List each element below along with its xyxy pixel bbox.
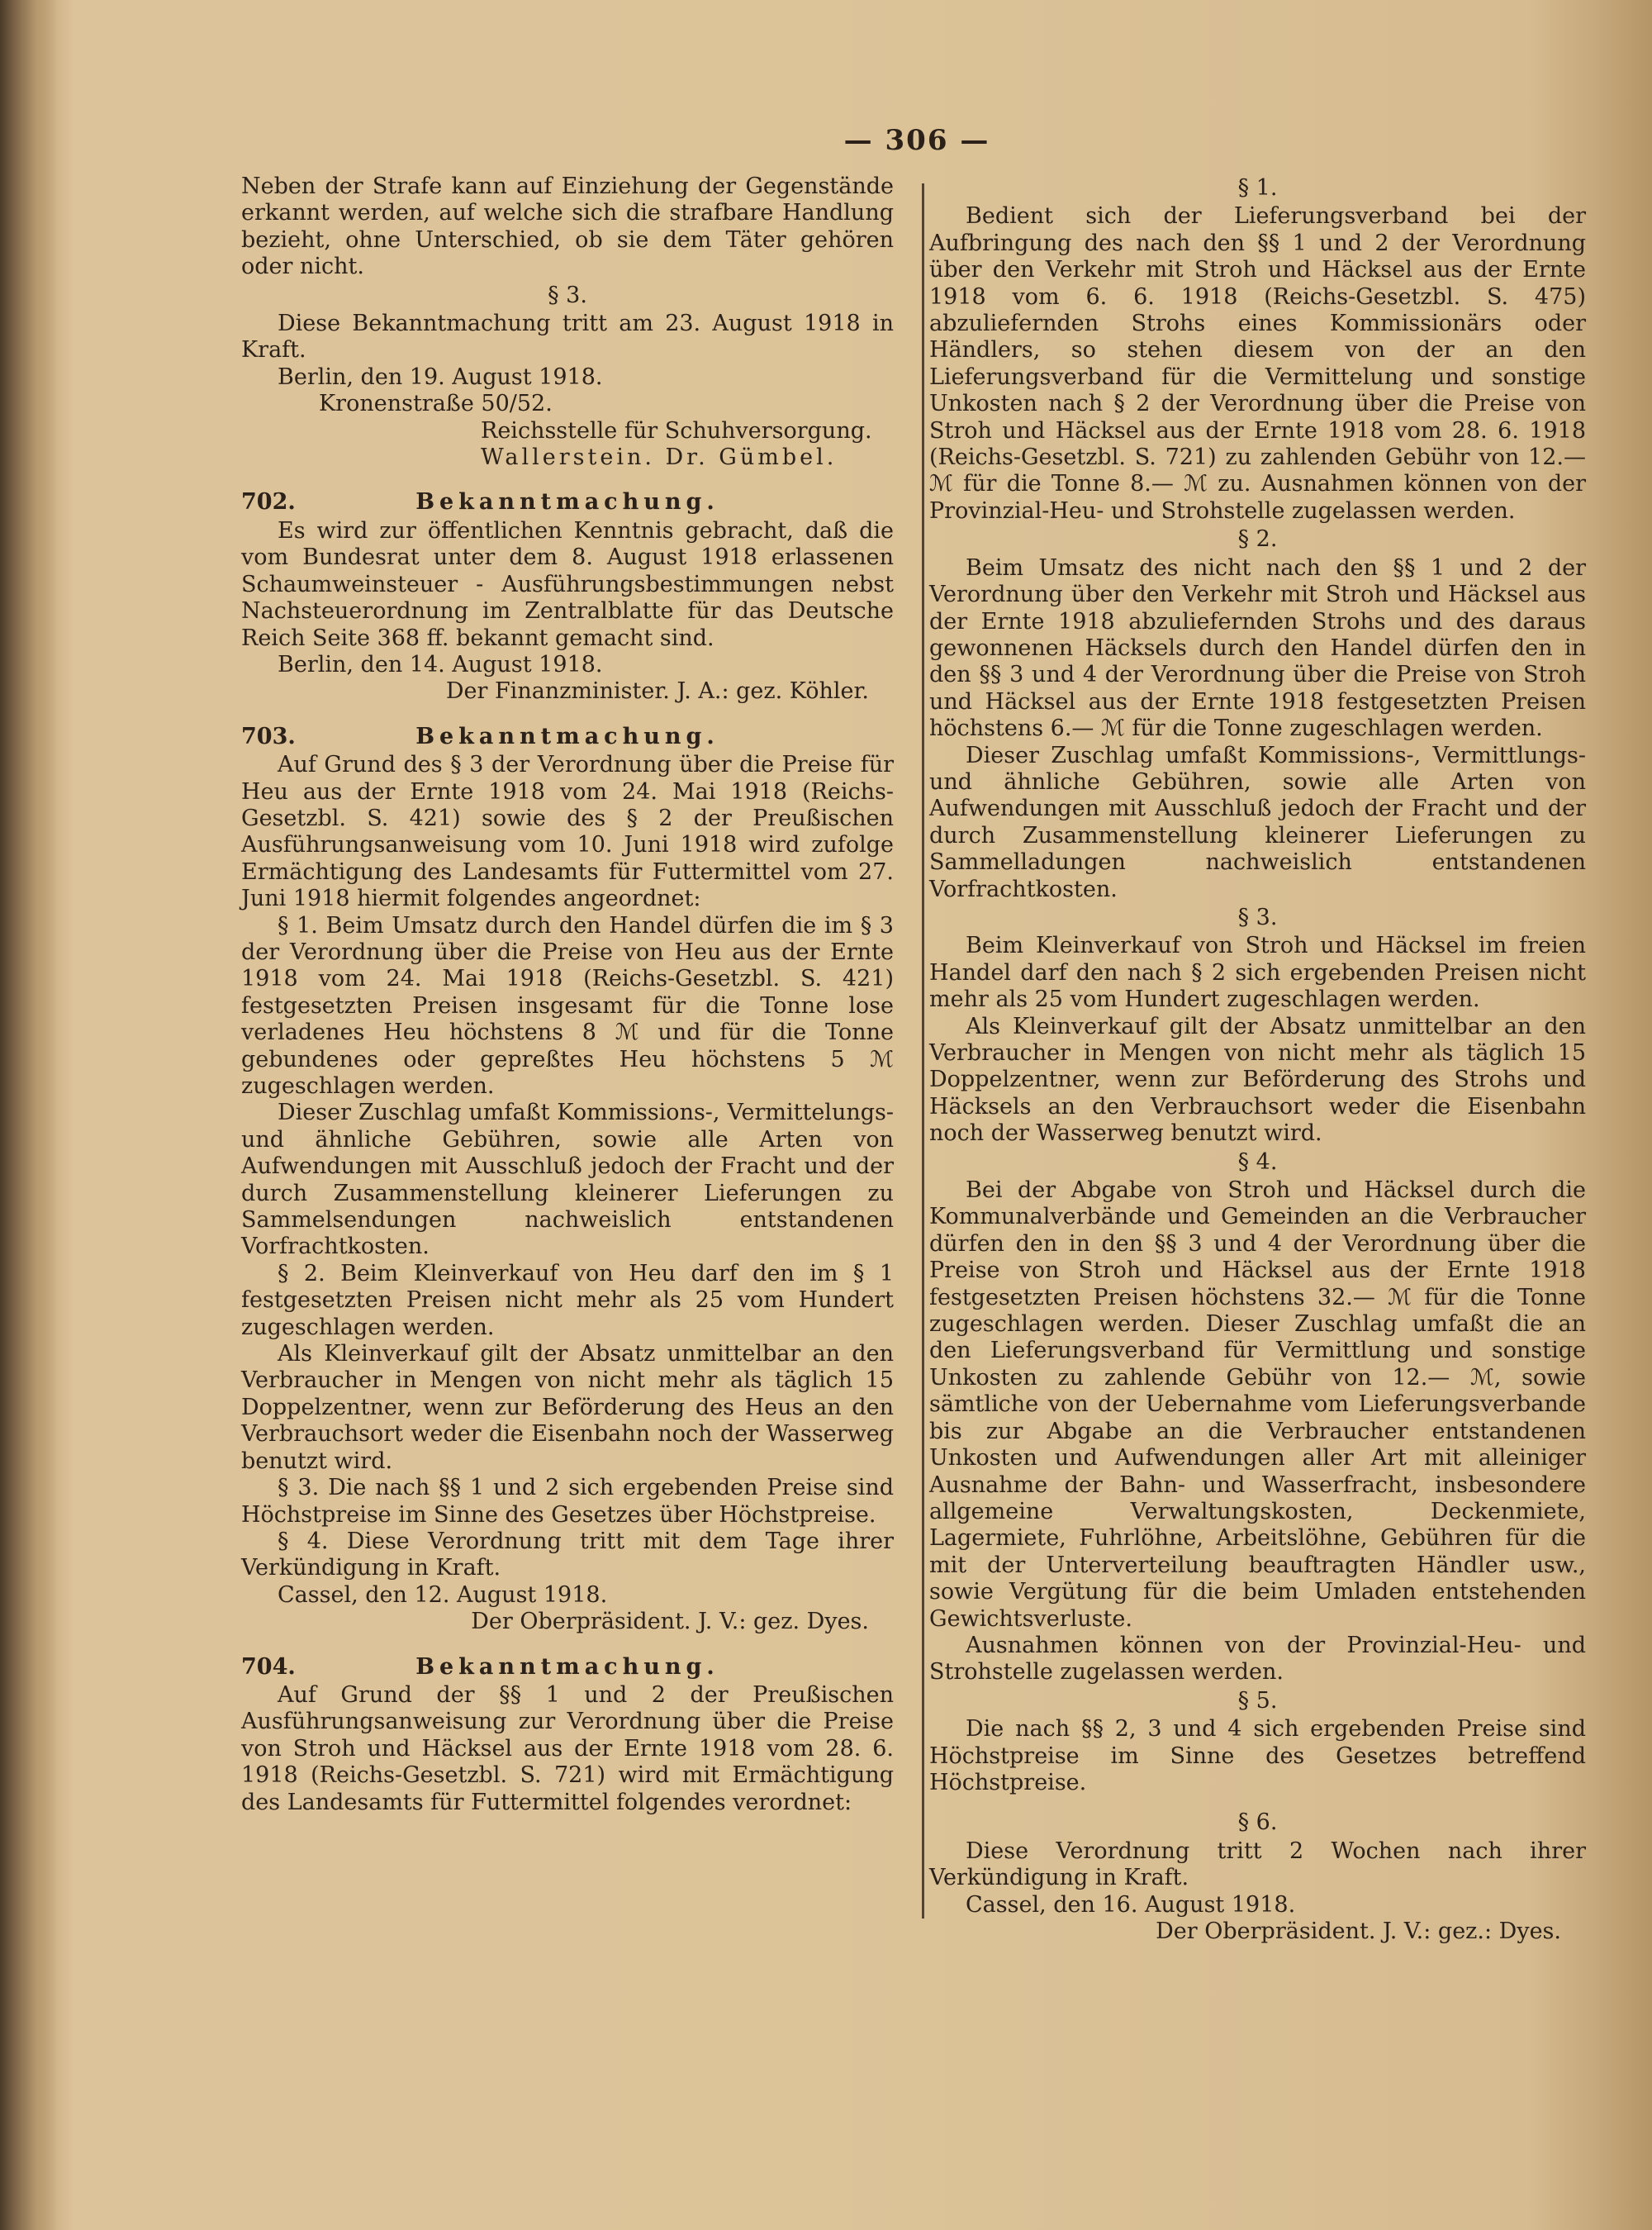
section-heading: § 1.	[1237, 175, 1278, 201]
signature: Der Oberpräsident. J. V.: gez. Dyes.	[471, 1609, 869, 1635]
paragraph: Es wird zur öffentlichen Kenntnis gebracht, daß die vom Bundesrat unter dem 8. August 1918 erlassenen Schaumweinsteuer - Ausführungsbestimmungen nebst Nachsteuerordnung im Zentralblatte für das Deutsche Reich Seite 368 ff. bekannt gemacht sind.	[241, 517, 894, 651]
place-date: Berlin, den 19. August 1918.	[278, 364, 603, 390]
paragraph: § 3. Die nach §§ 1 und 2 sich ergebenden Preise sind Höchstpreise im Sinne des Gesetzes über Höchstpreise.	[241, 1475, 894, 1528]
notice-heading	[241, 1654, 894, 1681]
place-date: Cassel, den 12. August 1918.	[278, 1581, 608, 1608]
binding-edge	[0, 0, 58, 2230]
paragraph: Neben der Strafe kann auf Einziehung der Gegenstände erkannt werden, auf welche sich die strafbare Handlung bezieht, ohne Unterschied, ob sie dem Täter gehören oder nicht.	[241, 174, 894, 280]
paragraph: Diese Verordnung tritt 2 Wochen nach ihrer Verkündigung in Kraft.	[929, 1838, 1586, 1891]
notice-heading	[241, 489, 894, 516]
address: Kronenstraße 50/52.	[319, 391, 553, 417]
notice-heading	[241, 724, 894, 750]
section-heading: § 4.	[1237, 1148, 1278, 1175]
section-heading: § 2.	[1237, 526, 1278, 553]
paragraph: § 1. Beim Umsatz durch den Handel dürfen die im § 3 der Verordnung über die Preise von Heu aus der Ernte 1918 vom 24. Mai 1918 (Reichs-Gesetzbl. S. 421) festgesetzten Preisen insgesamt für die Tonne lose verladenes Heu höchstens 8 ℳ und für die Tonne gebundenes oder gepreßtes Heu höchstens 5 ℳ zugeschlagen werden.	[241, 912, 894, 1099]
paragraph: Ausnahmen können von der Provinzial-Heu- und Strohstelle zugelassen werden.	[929, 1632, 1586, 1686]
notice-number: 704.	[241, 1653, 296, 1680]
page-number: — 306 —	[843, 124, 990, 157]
paragraph: Als Kleinverkauf gilt der Absatz unmittelbar an den Verbraucher in Mengen von nicht mehr als täglich 15 Doppelzentner, wenn zur Beförderung des Heus an den Verbrauchsort weder die Eisenbahn noch der Wasserweg benutzt wird.	[241, 1341, 894, 1474]
paragraph: Beim Umsatz des nicht nach den §§ 1 und 2 der Verordnung über den Verkehr mit Stroh und Häcksel aus der Ernte 1918 abzuliefernden Strohs und des daraus gewonnenen Häcksels durch den Handel dürfen den in den §§ 3 und 4 der Verordnung über die Preise von Stroh und Häcksel aus der Ernte 1918 festgesetzten Preisen höchstens 6.— ℳ für die Tonne zugeschlagen werden.	[929, 554, 1586, 742]
signature: Der Finanzminister. J. A.: gez. Köhler.	[445, 678, 869, 705]
notice-title: Bekanntmachung.	[415, 489, 719, 516]
paragraph: Auf Grund der §§ 1 und 2 der Preußischen Ausführungsanweisung zur Verordnung über die Preise von Stroh und Häcksel aus der Ernte 1918 vom 28. 6. 1918 (Reichs-Gesetzbl. S. 721) wird mit Ermächtigung des Landesamts für Futtermittel folgendes verordnet:	[241, 1681, 894, 1815]
paragraph: Dieser Zuschlag umfaßt Kommissions-, Vermittlungs- und ähnliche Gebühren, sowie alle Arten von Aufwendungen mit Ausschluß jedoch der Fracht und der durch Zusammenstellung kleinerer Lieferungen zu Sammelladungen nachweislich entstandenen Vorfrachtkosten.	[929, 742, 1586, 902]
paragraph: Die nach §§ 2, 3 und 4 sich ergebenden Preise sind Höchstpreise im Sinne des Gesetzes betreffend Höchstpreise.	[929, 1716, 1586, 1795]
section-heading: § 5.	[1237, 1687, 1278, 1714]
section-heading: § 3.	[548, 282, 587, 308]
paragraph: Auf Grund des § 3 der Verordnung über die Preise für Heu aus der Ernte 1918 vom 24. Mai 1918 (Reichs-Gesetzbl. S. 421) sowie des § 2 der Preußischen Ausführungsanweisung vom 10. Juni 1918 wird zufolge Ermächtigung des Landesamts für Futtermittel vom 27. Juni 1918 hiermit folgendes angeordnet:	[241, 752, 894, 912]
notice-title: Bekanntmachung.	[415, 723, 719, 749]
notice-number: 703.	[241, 723, 296, 749]
left-column	[241, 174, 894, 1816]
section-heading: § 6.	[1237, 1809, 1278, 1836]
section-heading: § 3.	[1237, 904, 1278, 930]
paragraph: Bei der Abgabe von Stroh und Häcksel durch die Kommunalverbände und Gemeinden an die Verbraucher dürfen den in den §§ 3 und 4 der Verordnung über die Preise von Stroh und Häcksel aus der Ernte 1918 festgesetzten Preisen höchstens 32.— ℳ für die Tonne zugeschlagen werden. Dieser Zuschlag umfaßt die an den Lieferungsverband für Vermittlung und sonstige Unkosten zu zahlende Gebühr von 12.— ℳ, sowie sämtliche von der Uebernahme vom Lieferungsverbande bis zur Abgabe an die Verbraucher entstandenen Unkosten und Aufwendungen aller Art mit alleiniger Ausnahme der Bahn- und Wasserfracht, insbesondere allgemeine Verwaltungskosten, Deckenmiete, Lagermiete, Fuhrlöhne, Arbeitslöhne, Gebühren für die mit der Unterverteilung beauftragten Händler usw., sowie Vergütung für die beim Umladen entstehenden Gewichtsverluste.	[929, 1177, 1586, 1632]
paragraph: § 4. Diese Verordnung tritt mit dem Tage ihrer Verkündigung in Kraft.	[241, 1528, 894, 1581]
paragraph: Dieser Zuschlag umfaßt Kommissions-, Vermittelungs- und ähnliche Gebühren, sowie alle Arten von Aufwendungen mit Ausschluß jedoch der Fracht und der durch Zusammenstellung kleinerer Lieferungen zu Sammelsendungen nachweislich entstandenen Vorfrachtkosten.	[241, 1100, 894, 1260]
paragraph: Beim Kleinverkauf von Stroh und Häcksel im freien Handel darf den nach § 2 sich ergebenden Preisen nicht mehr als 25 vom Hundert zugeschlagen werden.	[929, 933, 1586, 1013]
column-divider	[922, 183, 924, 1919]
place-date: Cassel, den 16. August 1918.	[966, 1891, 1296, 1918]
paragraph: Als Kleinverkauf gilt der Absatz unmittelbar an den Verbraucher in Mengen von nicht mehr als täglich 15 Doppelzentner, wenn zur Beförderung des Strohs und Häcksels an den Verbrauchsort weder die Eisenbahn noch der Wasserweg benutzt wird.	[929, 1013, 1586, 1147]
notice-number: 702.	[241, 489, 296, 516]
place-date: Berlin, den 14. August 1918.	[278, 651, 603, 678]
signature: Wallerstein. Dr. Gümbel.	[481, 445, 838, 471]
notice-title: Bekanntmachung.	[415, 1653, 719, 1680]
right-column	[929, 174, 1586, 1945]
paragraph: Diese Bekanntmachung tritt am 23. August 1918 in Kraft.	[241, 311, 894, 364]
paragraph: Bedient sich der Lieferungsverband bei der Aufbringung des nach den §§ 1 und 2 der Verordnung über den Verkehr mit Stroh und Häcksel aus der Ernte 1918 vom 6. 6. 1918 (Reichs-Gesetzbl. S. 475) abzuliefernden Strohs eines Kommissionärs oder Händlers, so stehen diesem von der an den Lieferungsverband für die Vermittelung und sonstige Unkosten nach § 2 der Verordnung über die Preise von Stroh und Häcksel aus der Ernte 1918 vom 28. 6. 1918 (Reichs-Gesetzbl. S. 721) zu zahlenden Gebühr von 12.— ℳ für die Tonne 8.— ℳ zu. Ausnahmen können von der Provinzial-Heu- und Strohstelle zugelassen werden.	[929, 203, 1586, 524]
paragraph: § 2. Beim Kleinverkauf von Heu darf den im § 1 festgesetzten Preisen nicht mehr als 25 vom Hundert zugeschlagen werden.	[241, 1260, 894, 1340]
issuing-authority: Reichsstelle für Schuhversorgung.	[481, 417, 872, 444]
signature: Der Oberpräsident. J. V.: gez.: Dyes.	[1156, 1919, 1561, 1944]
